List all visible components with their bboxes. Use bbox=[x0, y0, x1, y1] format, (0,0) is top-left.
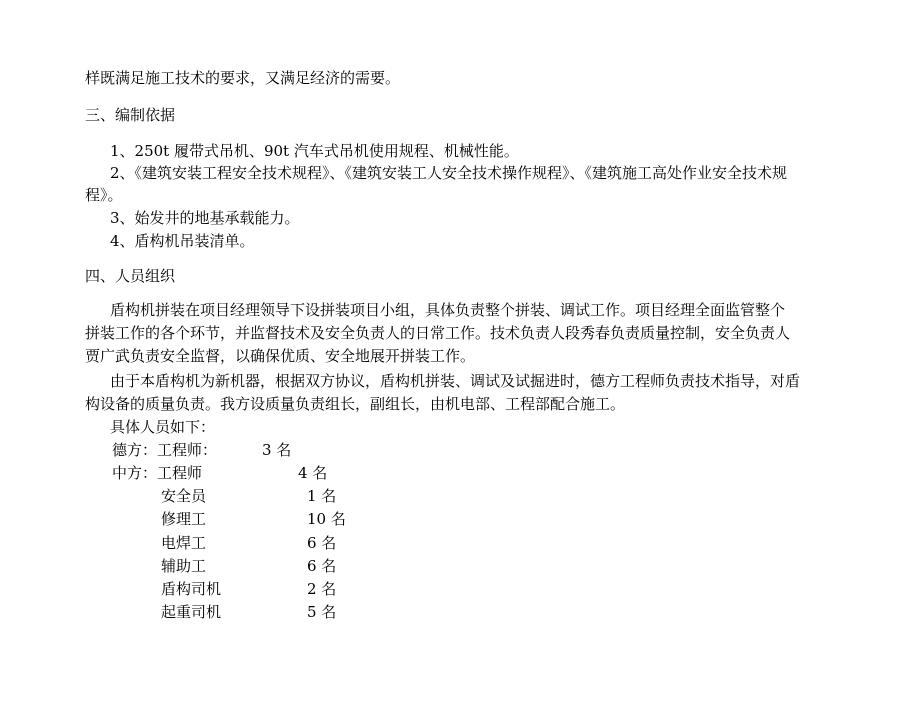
personnel-paragraph-1-line-1: 盾构机拼装在项目经理领导下设拼装项目小组，具体负责整个拼装、调试工作。项目经理全面监管整个 bbox=[110, 301, 786, 319]
basis-item-2-cont: 程》。 bbox=[85, 186, 123, 204]
staff-role: 修理工 bbox=[161, 510, 207, 528]
staff-count: 2 名 bbox=[307, 580, 337, 598]
staff-count: 4 名 bbox=[298, 464, 328, 482]
personnel-paragraph-2-line-2: 构设备的质量负责。我方设质量负责组长，副组长，由机电部、工程部配合施工。 bbox=[85, 395, 626, 413]
staff-list-intro: 具体人员如下： bbox=[110, 418, 216, 436]
staff-role: 电焊工 bbox=[161, 534, 207, 552]
basis-item-4: 4、盾构机吊装清单。 bbox=[110, 232, 255, 250]
staff-count: 5 名 bbox=[307, 603, 337, 621]
staff-count: 10 名 bbox=[307, 510, 346, 528]
basis-item-3: 3、始发井的地基承载能力。 bbox=[110, 209, 300, 227]
personnel-paragraph-1-line-2: 拼装工作的各个环节，并监督技术及安全负责人的日常工作。技术负责人段秀春负责质量控制，安全负责人 bbox=[85, 324, 791, 342]
personnel-paragraph-2-line-1: 由于本盾构机为新机器，根据双方协议，盾构机拼装、调试及试掘进时，德方工程师负责技术指导，对盾 bbox=[110, 372, 801, 390]
staff-role: 起重司机 bbox=[161, 603, 222, 621]
paragraph-continuation: 样既满足施工技术的要求，又满足经济的需要。 bbox=[85, 69, 401, 87]
staff-count: 6 名 bbox=[307, 557, 337, 575]
staff-role: 中方：工程师 bbox=[112, 464, 203, 482]
basis-item-2: 2、《建筑安装工程安全技术规程》、《建筑安装工人安全技术操作规程》、《建筑施工高处作业安全技术规 bbox=[110, 164, 788, 182]
section-heading-basis: 三、编制依据 bbox=[85, 106, 176, 124]
staff-count: 3 名 bbox=[262, 441, 292, 459]
staff-count: 1 名 bbox=[307, 487, 337, 505]
staff-role: 德方：工程师： bbox=[112, 441, 218, 459]
staff-role: 安全员 bbox=[161, 487, 207, 505]
staff-count: 6 名 bbox=[307, 534, 337, 552]
staff-role: 盾构司机 bbox=[161, 580, 222, 598]
staff-role: 辅助工 bbox=[161, 557, 207, 575]
personnel-paragraph-1-line-3: 贾广武负责安全监督，以确保优质、安全地展开拼装工作。 bbox=[85, 347, 476, 365]
basis-item-1: 1、250t 履带式吊机、90t 汽车式吊机使用规程、机械性能。 bbox=[110, 142, 519, 160]
section-heading-personnel: 四、人员组织 bbox=[85, 267, 176, 285]
